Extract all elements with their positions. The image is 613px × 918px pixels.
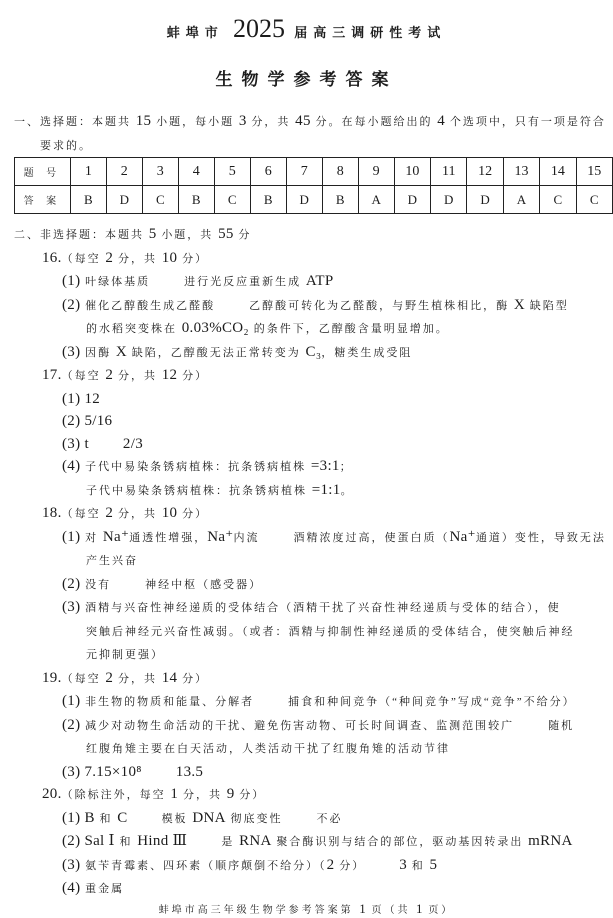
text-run: 1 xyxy=(416,900,423,916)
q16-item-1 xyxy=(62,270,613,294)
text-run: (2) xyxy=(62,296,81,313)
text-run: 9 xyxy=(226,786,235,802)
text-run: 17. xyxy=(42,367,62,383)
text-run: 缺陷，乙醇酸无法正常转变为 xyxy=(127,346,306,359)
answer-cell: B xyxy=(322,186,358,214)
text-run: ATP xyxy=(305,273,334,289)
text-run: (2) xyxy=(62,716,81,733)
text-run: 突触后神经元兴奋性减弱。（或者：酒精与抑制性神经递质的受体结合，使突触后神经 xyxy=(86,625,575,638)
text-run: (3) xyxy=(62,763,81,780)
text-run: (3) xyxy=(62,343,81,360)
text-run: X xyxy=(115,343,128,360)
q17-item-1 xyxy=(62,388,613,411)
text-run: 子代中易染条锈病植株：抗条锈病植株 xyxy=(86,484,312,497)
answer-cell: C xyxy=(142,186,178,214)
text-run: 酒精与兴奋性神经递质的受体结合（酒精干扰了兴奋性神经递质与受体的结合），使 xyxy=(80,602,561,614)
question-number-cell: 8 xyxy=(322,158,358,186)
question-number-cell: 3 xyxy=(142,158,178,186)
q18-header xyxy=(42,502,613,526)
text-run: 随机 xyxy=(548,719,575,732)
text-run: RNA xyxy=(239,833,272,849)
section2-intro xyxy=(14,223,613,247)
text-run: 小题，每小题 xyxy=(151,116,239,128)
text-run: 5 xyxy=(429,856,438,873)
answer-cell: A xyxy=(503,186,539,214)
text-run: 蚌埠市 xyxy=(166,25,233,40)
q16-item-3 xyxy=(62,341,613,365)
text-run: 的水稻突变株在 xyxy=(86,323,182,335)
text-run: 和 xyxy=(94,812,118,825)
page-footer xyxy=(0,901,613,918)
text-run: 分，共 xyxy=(113,370,162,382)
text-run: 小题，共 xyxy=(156,229,219,241)
text-run: 元抑制更强） xyxy=(86,649,164,661)
text-run: 14 xyxy=(161,669,178,686)
q17-item-2 xyxy=(62,410,613,433)
text-run: 3 xyxy=(399,856,408,873)
q20-item-2 xyxy=(62,830,613,854)
text-run: 页（共 xyxy=(366,904,416,916)
text-run: ，糖类生成受阻 xyxy=(321,346,413,359)
text-run: (3) xyxy=(62,435,81,452)
text-run: X xyxy=(513,296,526,313)
question-number-cell: 6 xyxy=(250,158,286,186)
text-run: 对 xyxy=(80,531,103,544)
text-run: 分） xyxy=(234,789,266,801)
text-run: （每空 xyxy=(61,370,106,382)
q20-item-4 xyxy=(62,877,613,901)
text-run: 分） xyxy=(177,508,209,520)
text-run: 分，共 xyxy=(246,116,296,128)
answer-row xyxy=(15,186,613,214)
text-run: 乙醇酸可转化为乙醛酸，与野生植株相比，酶 xyxy=(249,299,514,312)
q16-header xyxy=(42,247,613,271)
text-run: 分） xyxy=(177,672,209,685)
answer-cell: D xyxy=(106,186,142,214)
text-run: 1 xyxy=(359,900,366,916)
text-run: (2) xyxy=(62,413,81,429)
q20-item-1 xyxy=(62,807,613,831)
text-run: 2 xyxy=(105,505,114,521)
question-number-cell: 7 xyxy=(286,158,322,186)
text-run: t xyxy=(80,435,89,452)
answer-cell: C xyxy=(214,186,250,214)
text-run: 2025 xyxy=(233,14,285,43)
text-run: 16. xyxy=(42,249,62,266)
text-run: 。 xyxy=(340,484,354,497)
text-run: 分，共 xyxy=(113,252,162,265)
question-number-cell: 12 xyxy=(467,158,503,186)
text-run: 缺陷型 xyxy=(525,299,569,312)
text-run: DNA xyxy=(192,809,226,826)
text-run: 捕食和种间竞争（“种间竞争”写成“竞争”不给分） xyxy=(288,696,576,708)
text-run: 2/3 xyxy=(122,435,143,452)
q19-header xyxy=(42,667,613,691)
text-run: 蚌埠市高三年级生物学参考答案第 xyxy=(158,904,360,916)
text-run: =1:1 xyxy=(311,481,341,498)
q17-item-3 xyxy=(62,433,613,456)
text-run: 催化乙醇酸生成乙醛酸 xyxy=(80,299,216,312)
answer-cell: D xyxy=(431,186,467,214)
text-run: 和 xyxy=(114,836,138,848)
answer-cell: D xyxy=(394,186,430,214)
q19-item-1 xyxy=(62,690,613,714)
text-run: 减少对动物生命活动的干扰、避免伤害动物、可长时间调查、监测范围较广 xyxy=(80,719,515,732)
q19-item-3 xyxy=(62,761,613,784)
text-run: 神经中枢（感受器） xyxy=(145,578,263,591)
subject-title: 生物学参考答案 xyxy=(215,70,398,89)
section1-intro-line1 xyxy=(14,110,613,134)
text-run: 4 xyxy=(437,113,446,129)
text-run: 非生物的物质和能量、分解者 xyxy=(80,696,255,708)
text-run: (4) xyxy=(62,458,81,474)
q17-item-4-line1 xyxy=(62,455,613,479)
q18-item-1-line2 xyxy=(86,549,613,573)
text-run: 氨苄青霉素、四环素（顺序颠倒不给分）（ xyxy=(80,859,327,872)
text-run: 和 xyxy=(407,859,430,872)
text-run: 15 xyxy=(135,113,152,129)
text-run: 模板 xyxy=(161,812,193,825)
row-label-question-number: 题 号 xyxy=(15,158,71,186)
text-run: 5/16 xyxy=(80,413,113,429)
text-run: 聚合酶识别与结合的部位，驱动基因转录出 xyxy=(271,836,529,848)
answer-cell: C xyxy=(576,186,612,214)
answer-table xyxy=(14,157,613,214)
text-run: Na⁺ xyxy=(449,528,476,545)
question-number-cell: 2 xyxy=(106,158,142,186)
q19-item-2-line1 xyxy=(62,714,613,738)
text-run: 10 xyxy=(161,249,178,266)
answer-body xyxy=(0,110,613,901)
text-run: 因酶 xyxy=(80,346,116,359)
text-run: B xyxy=(80,809,95,826)
text-run: 页） xyxy=(422,904,455,916)
text-run: C₃ xyxy=(305,343,322,360)
text-run: Sal Ⅰ xyxy=(80,833,115,849)
text-run: （每空 xyxy=(61,672,106,685)
q18-item-1-line1 xyxy=(62,526,613,550)
text-run: (2) xyxy=(62,575,81,592)
text-run: (1) xyxy=(62,390,81,407)
text-run: 2 xyxy=(105,669,114,686)
text-run: (3) xyxy=(62,599,81,615)
q18-item-3-line3 xyxy=(86,643,613,667)
text-run: C xyxy=(117,809,128,826)
q17-item-4-line2 xyxy=(86,479,613,503)
text-run: Na⁺ xyxy=(207,528,234,545)
text-run: 19. xyxy=(42,669,62,686)
text-run: 不必 xyxy=(316,812,343,825)
text-run: 20. xyxy=(42,786,62,802)
text-run: 分，共 xyxy=(113,508,162,520)
text-run: (1) xyxy=(62,693,81,709)
text-run: (1) xyxy=(62,809,81,826)
text-run: 分，共 xyxy=(178,789,227,801)
text-run: 12 xyxy=(161,367,178,383)
answer-cell: B xyxy=(178,186,214,214)
text-run: 分。在每小题给出的 xyxy=(310,116,438,128)
question-number-cell: 11 xyxy=(431,158,467,186)
text-run: (1) xyxy=(62,273,81,289)
text-run: 10 xyxy=(161,505,178,521)
text-run: 是 xyxy=(221,836,240,848)
q18-item-3-line1 xyxy=(62,596,613,620)
text-run: （每空 xyxy=(61,252,106,265)
row-label-answer: 答 案 xyxy=(15,186,71,214)
q18-item-3-line2 xyxy=(86,620,613,644)
text-run: 产生兴奋 xyxy=(86,555,138,567)
text-run: 3 xyxy=(238,113,247,129)
text-run: 要求的。 xyxy=(40,139,92,152)
text-run: 一、选择题：本题共 xyxy=(14,116,136,128)
answer-cell: C xyxy=(540,186,576,214)
answer-cell: D xyxy=(286,186,322,214)
text-run: 叶绿体基质 xyxy=(80,276,151,288)
text-run: 个选项中，只有一项是符合 xyxy=(445,116,606,128)
text-run: 分 xyxy=(233,229,252,241)
answer-cell: D xyxy=(467,186,503,214)
text-run: 13.5 xyxy=(175,763,204,780)
text-run: Hind Ⅲ xyxy=(137,833,188,849)
text-run: (4) xyxy=(62,880,81,896)
text-run: 分，共 xyxy=(113,672,162,685)
q19-item-2-line2 xyxy=(86,737,613,761)
question-number-row xyxy=(15,158,613,186)
text-run: 没有 xyxy=(80,578,112,591)
text-run: （除标注外，每空 xyxy=(61,789,171,801)
question-number-cell: 10 xyxy=(394,158,430,186)
text-run: 通透性增强， xyxy=(129,531,208,544)
question-number-cell: 14 xyxy=(540,158,576,186)
text-run: 酒精浓度过高，使蛋白质（ xyxy=(293,531,450,544)
answer-cell: B xyxy=(70,186,106,214)
q20-item-3 xyxy=(62,854,613,878)
exam-title xyxy=(0,12,613,50)
text-run: 彻底变性 xyxy=(225,812,283,825)
text-run: 分） xyxy=(177,252,209,265)
question-number-cell: 1 xyxy=(70,158,106,186)
q18-item-2 xyxy=(62,573,613,597)
text-run: 7.15×10⁸ xyxy=(80,763,142,780)
question-number-cell: 15 xyxy=(576,158,612,186)
text-run: 分） xyxy=(334,859,366,872)
text-run: 5 xyxy=(148,226,157,242)
text-run: 重金属 xyxy=(80,883,125,895)
text-run: （每空 xyxy=(61,508,106,520)
text-run: 0.03%CO₂ xyxy=(181,320,249,336)
text-run: mRNA xyxy=(528,833,573,849)
text-run: 2 xyxy=(105,249,114,266)
text-run: (2) xyxy=(62,833,81,849)
text-run: 18. xyxy=(42,505,62,521)
text-run: 二、非选择题：本题共 xyxy=(14,229,149,241)
text-run: 12 xyxy=(80,390,101,407)
text-run: 2 xyxy=(326,856,335,873)
text-run: =3:1 xyxy=(310,458,340,474)
q17-header xyxy=(42,364,613,388)
answer-cell: B xyxy=(250,186,286,214)
text-run: (3) xyxy=(62,856,81,873)
q16-item-2-line2 xyxy=(86,317,613,341)
text-run: 进行光反应重新生成 xyxy=(184,276,306,288)
answer-cell: A xyxy=(358,186,394,214)
text-run: 55 xyxy=(218,226,234,242)
text-run: Na⁺ xyxy=(102,528,130,545)
text-run: 的条件下，乙醇酸含量明显增加。 xyxy=(248,323,449,335)
text-run: ； xyxy=(339,461,353,473)
text-run: 子代中易染条锈病植株：抗条锈病植株 xyxy=(80,461,311,473)
text-run: 通道）变性，导致无法 xyxy=(475,531,606,544)
question-number-cell: 13 xyxy=(503,158,539,186)
text-run: 2 xyxy=(105,367,114,383)
text-run: 45 xyxy=(295,113,311,129)
text-run: (1) xyxy=(62,528,81,545)
question-number-cell: 9 xyxy=(358,158,394,186)
text-run: 届高三调研性考试 xyxy=(285,25,447,40)
question-number-cell: 5 xyxy=(214,158,250,186)
text-run: 1 xyxy=(170,786,179,802)
text-run: 内流 xyxy=(233,531,260,544)
question-number-cell: 4 xyxy=(178,158,214,186)
q20-header xyxy=(42,783,613,807)
text-run: 红腹角雉主要在白天活动，人类活动干扰了红腹角雉的活动节律 xyxy=(86,743,450,755)
section1-intro-line2 xyxy=(40,134,613,158)
q16-item-2-line1 xyxy=(62,294,613,318)
text-run: 分） xyxy=(177,370,209,382)
